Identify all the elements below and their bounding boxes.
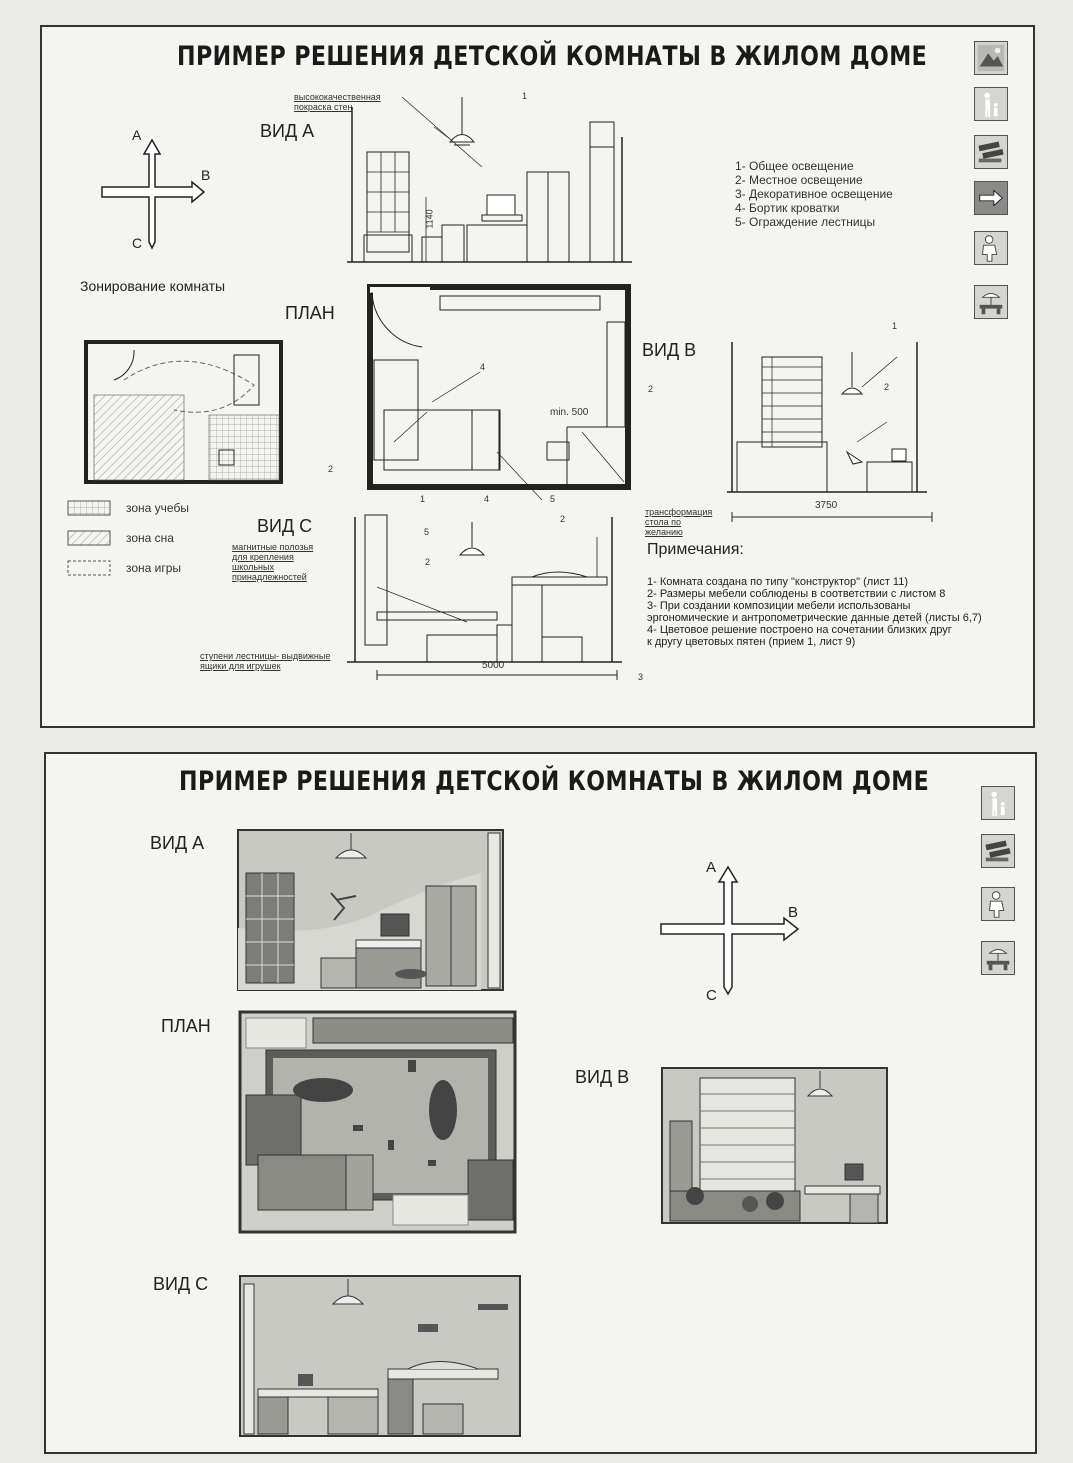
compass-c: C <box>706 987 717 1004</box>
sheet-top <box>40 25 1035 728</box>
zone-label-sleep: зона сна <box>126 531 174 545</box>
callout-1-view-a: 1 <box>522 91 528 101</box>
person-icon <box>981 786 1015 820</box>
notes-list <box>647 576 982 648</box>
wall-paint-note: высококачественная покраска стен <box>294 92 381 112</box>
compass-arrows <box>656 862 806 997</box>
callout-1-view-c: 1 <box>420 494 426 504</box>
note-line: 2- Размеры мебели соблюдены в соответствии с листом 8 <box>647 588 946 600</box>
sheet-title: ПРИМЕР РЕШЕНИЯ ДЕТСКОЙ КОМНАТЫ В ЖИЛОМ ДОМЕ <box>179 766 930 797</box>
zone-swatch-play <box>68 561 110 575</box>
compass-b: B <box>788 904 799 921</box>
callout-2-view-b: 2 <box>884 382 890 392</box>
plan-render <box>238 1010 523 1235</box>
notes-title: Примечания: <box>647 541 744 558</box>
dim-1140: 1140 <box>424 209 435 229</box>
transform-note: трансформация стола по желанию <box>645 507 713 537</box>
child-icon <box>981 887 1015 921</box>
view-b-render <box>660 1066 890 1226</box>
note-line: эргономические и антропометрические данные детей (листы 6,7) <box>647 612 982 624</box>
callout-4-plan: 4 <box>480 362 486 372</box>
dim-5000: 5000 <box>482 660 505 671</box>
legend-item: 1- Общее освещение <box>735 159 854 173</box>
callout-5-plan: 5 <box>550 494 556 504</box>
compass-c: C <box>132 235 143 251</box>
lighting-legend <box>735 159 893 229</box>
view-b-label: ВИД В <box>575 1067 630 1087</box>
furniture-icon <box>981 834 1015 868</box>
stairs-note: ступени лестницы- выдвижные ящики для игрушек <box>200 651 331 671</box>
dim-line-3750 <box>732 512 932 522</box>
plan-label: ПЛАН <box>161 1016 211 1036</box>
compass-a: A <box>132 127 142 143</box>
compass-arrows <box>92 132 212 252</box>
zone-swatch-sleep <box>68 531 110 545</box>
note-line: 3- При создании композиции мебели использованы <box>647 600 911 612</box>
magnetic-note: магнитные полозья для крепления школьных принадлежностей <box>232 542 314 582</box>
note-line: к другу цветовых пятен (прием 1, лист 9) <box>647 636 856 648</box>
furniture-icon <box>974 135 1008 169</box>
callout-2-view-c: 2 <box>560 514 566 524</box>
legend-item: 2- Местное освещение <box>735 173 863 187</box>
zone-label-play: зона игры <box>126 561 182 575</box>
arrow-right-icon <box>974 181 1008 215</box>
legend-item: 5- Ограждение лестницы <box>735 215 876 229</box>
legend-item: 4- Бортик кроватки <box>735 201 840 215</box>
view-c-label: ВИД С <box>257 516 313 536</box>
callout-4-view-c: 4 <box>484 494 490 504</box>
landscape-icon <box>974 41 1008 75</box>
zoning-title: Зонирование комнаты <box>80 278 226 294</box>
view-c-drawing <box>347 497 627 667</box>
callout-2-plan-right: 2 <box>648 384 654 394</box>
note-line: 4- Цветовое решение построено на сочетании близких друг <box>647 624 952 636</box>
callout-3-view-c: 3 <box>638 672 644 682</box>
dim-3750: 3750 <box>815 500 838 511</box>
view-a-label: ВИД А <box>260 121 315 141</box>
callout-2-view-c-left: 2 <box>425 557 431 567</box>
view-a-drawing <box>342 87 642 267</box>
callout-2-plan: 2 <box>328 464 334 474</box>
child-icon <box>974 231 1008 265</box>
view-a-label: ВИД А <box>150 833 205 853</box>
min-500-label: min. 500 <box>550 407 589 418</box>
person-icon <box>974 87 1008 121</box>
note-line: 1- Комната создана по типу "конструктор" (лист 11) <box>647 576 909 588</box>
zone-swatch-study <box>68 501 110 515</box>
sheet-title: ПРИМЕР РЕШЕНИЯ ДЕТСКОЙ КОМНАТЫ В ЖИЛОМ ДОМЕ <box>177 41 928 72</box>
legend-item: 3- Декоративное освещение <box>735 187 893 201</box>
compass-a: A <box>706 859 717 876</box>
view-c-label: ВИД С <box>153 1274 209 1294</box>
view-a-render <box>236 828 516 993</box>
view-b-label: ВИД В <box>642 340 697 360</box>
view-b-drawing <box>727 322 937 497</box>
sheet-bottom <box>44 752 1037 1454</box>
zone-label-study: зона учебы <box>126 501 189 515</box>
room-plan <box>362 282 637 492</box>
callout-1-view-b: 1 <box>892 321 898 331</box>
zoning-plan <box>84 340 289 485</box>
view-c-render <box>238 1274 528 1439</box>
plan-label: ПЛАН <box>285 303 335 323</box>
callout-5-view-c: 5 <box>424 527 430 537</box>
lamp-table-icon <box>981 941 1015 975</box>
compass-b: B <box>201 167 211 183</box>
lamp-table-icon <box>974 285 1008 319</box>
